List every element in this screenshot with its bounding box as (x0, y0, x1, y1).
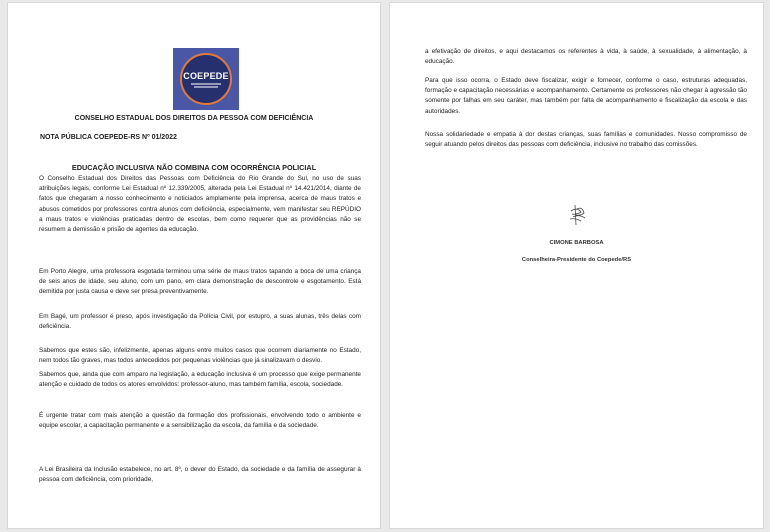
paragraph: Em Porto Alegre, uma professora esgotada terminou uma série de maus tratos tapando a boca de uma criança de seis anos de idade, seu aluno, com um pano, em clara demonstração de descontrole e esgotamento. Está demitida por justa causa e deve ser presa preventivamente. (39, 268, 361, 296)
logo-subtitle-line (194, 86, 218, 88)
document-page-1 (8, 3, 380, 528)
paragraph: Para que isso ocorra, o Estado deve fiscalizar, exigir e fornecer, conforme o caso, estruturas adequadas, formação e capacitação necessárias e acompanhamento. Certamente os professores não chegar à agressão tão somente por falhas em seu caráter, mas também por falta de acompanhamento e fiscalização da escola e das autoridades. (425, 77, 747, 115)
paragraph: É urgente tratar com mais atenção a questão da formação dos profissionais, envolvendo todo o ambiente e equipe escolar, a capacitação permanente e a sensibilização da escola, da família e da sociedade. (39, 412, 361, 430)
document-title: EDUCAÇÃO INCLUSIVA NÃO COMBINA COM OCORRÊNCIA POLICIAL (71, 163, 317, 172)
paragraph: a efetivação de direitos, e aqui destacamos os referentes à vida, à saúde, à sexualidade, à alimentação, à educação. (425, 48, 747, 66)
note-number: NOTA PÚBLICA COEPEDE-RS Nº 01/2022 (40, 134, 177, 141)
coepede-logo-icon (173, 48, 239, 110)
logo-subtitle-line (191, 83, 221, 85)
paragraph: Sabemos que, ainda que com amparo na legislação, a educação inclusiva é um processo que exige permanente atenção e cuidado de todos os atores envolvidos: professor-aluno, mas também família, escola, sociedade. (39, 371, 361, 389)
signer-name: CIMONE BARBOSA (549, 240, 604, 246)
paragraph: A Lei Brasileira da Inclusão estabelece, no art. 8º, o dever do Estado, da sociedade e da família de assegurar à pessoa com deficiência, com prioridade, (39, 466, 361, 484)
logo-text: COEPEDE (183, 70, 229, 81)
document-page-2 (390, 3, 763, 528)
signer-role: Conselheira-Presidente do Coepede/RS (521, 257, 632, 263)
organization-title: CONSELHO ESTADUAL DOS DIREITOS DA PESSOA COM DEFICIÊNCIA (74, 115, 314, 122)
paragraph: Nossa solidariedade e empatia à dor destas crianças, suas famílias e comunidades. Nosso compromisso de seguir atuando pelos direitos das pessoas com deficiência, inclusive no trabalho das comissões. (425, 131, 747, 149)
logo-ring (180, 53, 232, 105)
paragraph: Em Bagé, um professor é preso, após investigação da Polícia Civil, por estupro, a suas alunas, três delas com deficiência. (39, 313, 361, 331)
paragraph: O Conselho Estadual dos Direitos das Pessoas com Deficiência do Rio Grande do Sul, no uso de suas atribuições legais, conforme Lei Estadual nº 12.339/2005, alterada pela Lei Estadual nº 14.421/2014, diante de fatos que chegaram a nosso conhecimento e noticiados amplamente pela imprensa, acerca de maus tratos e abusos cometidos por professores contra alunos com deficiência, especialmente, vem manifestar seu REPÚDIO a maus tratos e violências praticadas dentro de escolas, bem como requerer que as providências não se resumem a demissão e prisão de agentes da educação. (39, 175, 361, 234)
paragraph: Sabemos que estes são, infelizmente, apenas alguns entre muitos casos que ocorrem diariamente no Estado, nem todos tão graves, mas todos antecedidos por pequenas violências que já sinalizavam o desvio. (39, 347, 361, 365)
handwritten-signature-icon (567, 203, 589, 227)
